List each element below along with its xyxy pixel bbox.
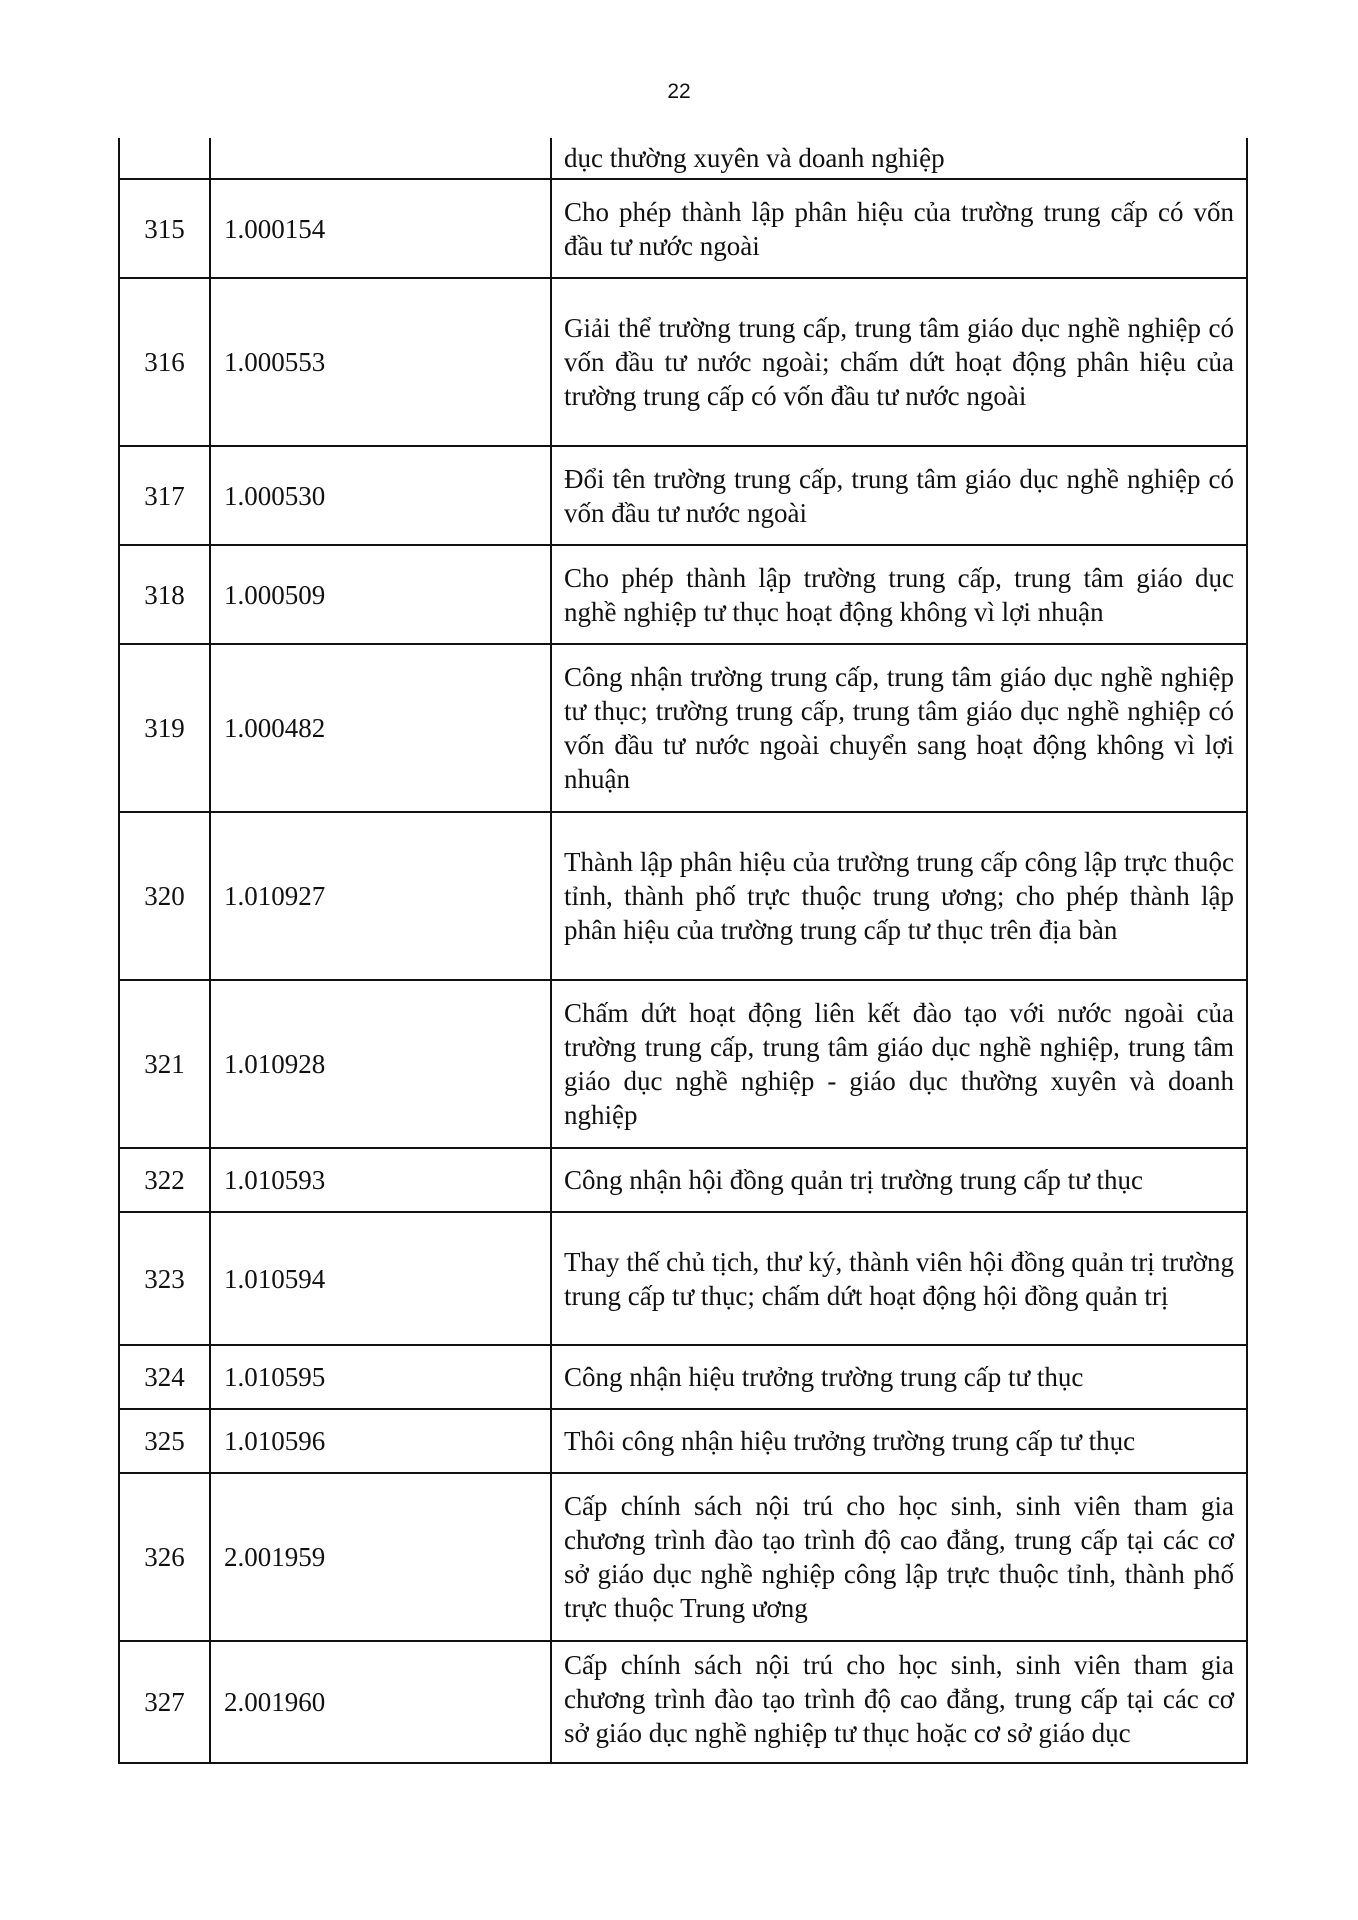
procedure-name-text: dục thường xuyên và doanh nghiệp <box>564 143 945 173</box>
procedure-code: 1.000530 <box>210 446 551 545</box>
procedure-name-text: Thay thế chủ tịch, thư ký, thành viên hội đồng quản trị trường trung cấp tư thục; chấm dứt hoạt động hội đồng quản trị <box>564 1246 1234 1311</box>
table-row <box>119 446 1247 545</box>
row-number: 323 <box>119 1212 210 1345</box>
row-number: 315 <box>119 179 210 278</box>
row-number: 316 <box>119 278 210 446</box>
procedure-name <box>551 980 1247 1148</box>
procedure-name <box>551 278 1247 446</box>
procedure-code: 1.000553 <box>210 278 551 446</box>
procedure-name-text: Cho phép thành lập phân hiệu của trường trung cấp có vốn đầu tư nước ngoài <box>564 196 1234 261</box>
procedure-name <box>551 179 1247 278</box>
procedure-code: 1.010596 <box>210 1409 551 1473</box>
procedure-name <box>551 644 1247 812</box>
procedure-name-text: Chấm dứt hoạt động liên kết đào tạo với nước ngoài của trường trung cấp, trung tâm giáo dục nghề nghiệp, trung tâm giáo dục nghề nghiệp - giáo dục thường xuyên và doanh nghiệp <box>564 998 1234 1130</box>
table-row <box>119 179 1247 278</box>
table-row <box>119 812 1247 980</box>
table-row <box>119 1345 1247 1409</box>
row-number: 326 <box>119 1473 210 1641</box>
procedure-name-text: Cấp chính sách nội trú cho học sinh, sinh viên tham gia chương trình đào tạo trình độ cao đẳng, trung cấp tại các cơ sở giáo dục nghề nghiệp công lập trực thuộc tỉnh, thành phố trực thuộc Trung ương <box>564 1491 1234 1623</box>
procedure-name-text: Công nhận trường trung cấp, trung tâm giáo dục nghề nghiệp tư thục; trường trung cấp, trung tâm giáo dục nghề nghiệp có vốn đầu tư nước ngoài chuyển sang hoạt động không vì lợi nhuận <box>564 662 1234 794</box>
row-number: 325 <box>119 1409 210 1473</box>
procedure-name <box>551 812 1247 980</box>
procedure-name <box>551 1409 1247 1473</box>
row-number: 327 <box>119 1641 210 1763</box>
page-number: 22 <box>667 80 691 103</box>
procedure-code: 2.001959 <box>210 1473 551 1641</box>
procedure-name-text: Cấp chính sách nội trú cho học sinh, sinh viên tham gia chương trình đào tạo trình độ cao đẳng, trung cấp tại các cơ sở giáo dục nghề nghiệp tư thục hoặc cơ sở giáo dục <box>564 1650 1234 1748</box>
procedure-name-text: Đổi tên trường trung cấp, trung tâm giáo dục nghề nghiệp có vốn đầu tư nước ngoài <box>564 463 1234 528</box>
row-number <box>119 138 210 179</box>
table-row <box>119 278 1247 446</box>
row-number: 317 <box>119 446 210 545</box>
procedure-name-text: Thôi công nhận hiệu trưởng trường trung cấp tư thục <box>564 1426 1136 1456</box>
procedure-code <box>210 138 551 179</box>
table-row <box>119 1409 1247 1473</box>
procedure-code: 1.000482 <box>210 644 551 812</box>
row-number: 318 <box>119 545 210 644</box>
procedure-code: 1.010927 <box>210 812 551 980</box>
table-row <box>119 1473 1247 1641</box>
row-number: 321 <box>119 980 210 1148</box>
procedure-code: 1.000154 <box>210 179 551 278</box>
row-number: 319 <box>119 644 210 812</box>
procedure-name-text: Công nhận hội đồng quản trị trường trung cấp tư thục <box>564 1165 1143 1195</box>
table-row <box>119 980 1247 1148</box>
procedure-code: 1.010594 <box>210 1212 551 1345</box>
table-row <box>119 1641 1247 1763</box>
procedure-code: 1.000509 <box>210 545 551 644</box>
procedure-name-text: Thành lập phân hiệu của trường trung cấp công lập trực thuộc tỉnh, thành phố trực thuộc trung ương; cho phép thành lập phân hiệu của trường trung cấp tư thục trên địa bàn <box>564 847 1234 945</box>
procedure-code: 1.010593 <box>210 1148 551 1212</box>
procedure-name <box>551 1148 1247 1212</box>
procedure-code: 1.010595 <box>210 1345 551 1409</box>
procedure-name <box>551 138 1247 179</box>
row-number: 322 <box>119 1148 210 1212</box>
row-number: 320 <box>119 812 210 980</box>
procedure-name <box>551 446 1247 545</box>
procedure-name-text: Công nhận hiệu trưởng trường trung cấp tư thục <box>564 1362 1084 1392</box>
procedure-code: 2.001960 <box>210 1641 551 1763</box>
table-row <box>119 545 1247 644</box>
table-row <box>119 1148 1247 1212</box>
procedures-table <box>118 138 1248 1764</box>
row-number: 324 <box>119 1345 210 1409</box>
procedure-name <box>551 1345 1247 1409</box>
table-row <box>119 644 1247 812</box>
table-row <box>119 1212 1247 1345</box>
table-row <box>119 138 1247 179</box>
procedure-name-text: Giải thể trường trung cấp, trung tâm giáo dục nghề nghiệp có vốn đầu tư nước ngoài; chấm dứt hoạt động phân hiệu của trường trung cấp có vốn đầu tư nước ngoài <box>564 313 1234 411</box>
procedure-name <box>551 1473 1247 1641</box>
procedure-name <box>551 545 1247 644</box>
procedure-name-text: Cho phép thành lập trường trung cấp, trung tâm giáo dục nghề nghiệp tư thục hoạt động không vì lợi nhuận <box>564 562 1234 627</box>
procedure-name <box>551 1641 1247 1763</box>
procedure-code: 1.010928 <box>210 980 551 1148</box>
procedure-name <box>551 1212 1247 1345</box>
